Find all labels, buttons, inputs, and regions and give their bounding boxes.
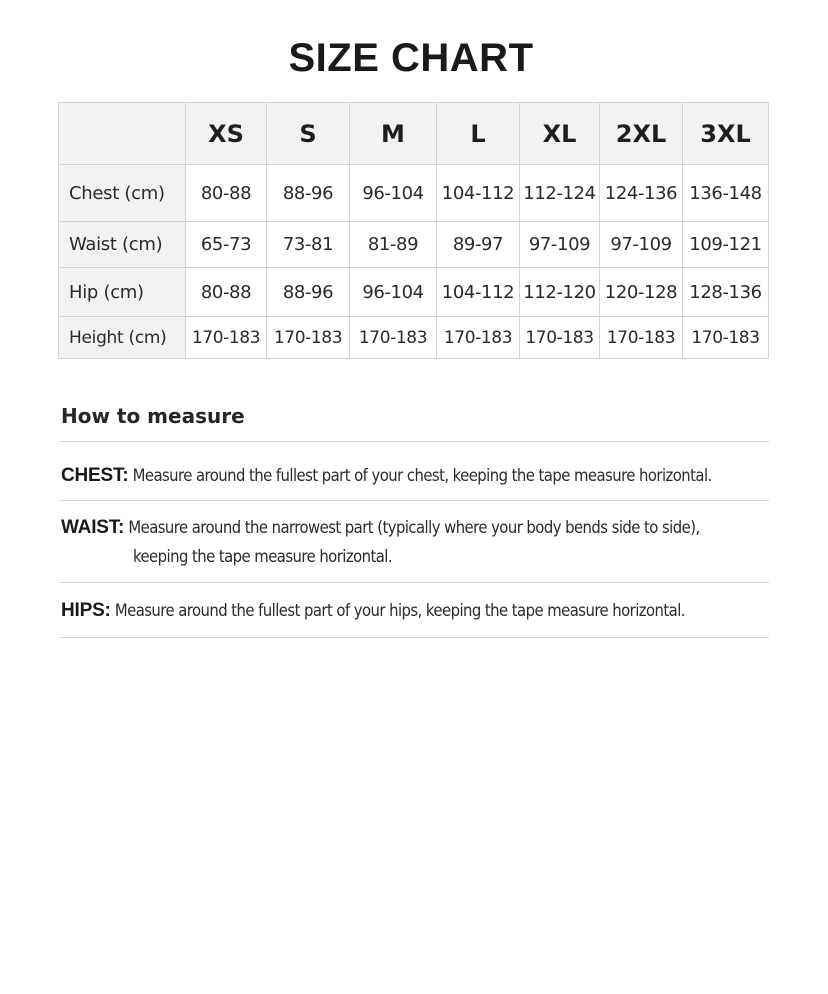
table-cell: 136-148 (683, 165, 769, 222)
table-cell: 124-136 (600, 165, 683, 222)
measure-text-waist-continued: keeping the tape measure horizontal. (133, 547, 393, 566)
table-cell: 170-183 (520, 317, 600, 359)
table-cell: 80-88 (186, 268, 267, 317)
table-cell: 97-109 (600, 222, 683, 268)
table-row-height (59, 317, 769, 359)
table-cell: 112-120 (520, 268, 600, 317)
table-cell: 80-88 (186, 165, 267, 222)
table-cell: 65-73 (186, 222, 267, 268)
measure-text-waist: Measure around the narrowest part (typically where your body bends side to side), (128, 518, 700, 537)
table-cell: 88-96 (267, 268, 350, 317)
measure-item-hips (59, 583, 769, 638)
row-label-hip: Hip (cm) (59, 268, 186, 317)
size-header-l: L (437, 103, 520, 165)
size-header-xl: XL (520, 103, 600, 165)
table-cell: 120-128 (600, 268, 683, 317)
measure-text-chest: Measure around the fullest part of your chest, keeping the tape measure horizontal. (132, 466, 712, 485)
table-cell: 128-136 (683, 268, 769, 317)
size-header-2xl: 2XL (600, 103, 683, 165)
measure-item-chest (59, 442, 769, 501)
table-cell: 170-183 (683, 317, 769, 359)
size-header-s: S (267, 103, 350, 165)
table-cell: 89-97 (437, 222, 520, 268)
measure-term-waist: WAIST: (61, 517, 125, 538)
table-cell: 96-104 (350, 268, 437, 317)
table-cell: 170-183 (350, 317, 437, 359)
table-row-hip (59, 268, 769, 317)
corner-cell (59, 103, 186, 165)
size-header-xs: XS (186, 103, 267, 165)
table-cell: 170-183 (600, 317, 683, 359)
size-header-3xl: 3XL (683, 103, 769, 165)
table-row-waist (59, 222, 769, 268)
table-cell: 73-81 (267, 222, 350, 268)
row-label-waist: Waist (cm) (59, 222, 186, 268)
size-chart-table (58, 102, 769, 359)
row-label-chest: Chest (cm) (59, 165, 186, 222)
table-cell: 104-112 (437, 268, 520, 317)
how-to-measure-heading: How to measure (59, 400, 769, 442)
table-cell: 112-124 (520, 165, 600, 222)
row-label-height: Height (cm) (59, 317, 186, 359)
table-row-chest (59, 165, 769, 222)
table-cell: 170-183 (186, 317, 267, 359)
measure-text-hips: Measure around the fullest part of your hips, keeping the tape measure horizontal. (114, 601, 685, 620)
table-cell: 170-183 (437, 317, 520, 359)
size-header-m: M (350, 103, 437, 165)
page-title: SIZE CHART (288, 36, 534, 80)
table-cell: 96-104 (350, 165, 437, 222)
measure-item-waist (59, 501, 769, 583)
measure-term-hips: HIPS: (61, 600, 111, 621)
measure-term-chest: CHEST: (61, 465, 129, 486)
table-cell: 109-121 (683, 222, 769, 268)
table-cell: 97-109 (520, 222, 600, 268)
table-cell: 88-96 (267, 165, 350, 222)
table-cell: 104-112 (437, 165, 520, 222)
table-cell: 81-89 (350, 222, 437, 268)
size-header-row (59, 103, 769, 165)
table-cell: 170-183 (267, 317, 350, 359)
how-to-measure-section (59, 400, 769, 638)
